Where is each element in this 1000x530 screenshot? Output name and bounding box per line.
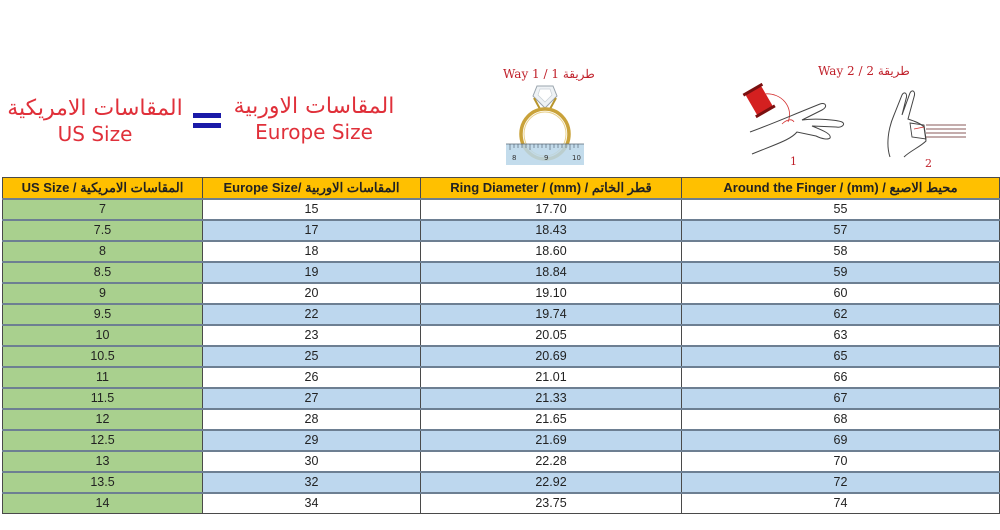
us-size-cell: 8.5 xyxy=(3,262,203,283)
ring-diameter-cell: 18.84 xyxy=(421,262,682,283)
around-finger-cell: 66 xyxy=(682,367,1000,388)
us-size-cell: 9 xyxy=(3,283,203,304)
us-size-cell: 8 xyxy=(3,241,203,262)
around-finger-cell: 60 xyxy=(682,283,1000,304)
ruler-tick-label: 9 xyxy=(544,154,549,162)
column-header-us-size: US Size / المقاسات الامريكية xyxy=(3,178,203,200)
us-size-cell: 11 xyxy=(3,367,203,388)
ring-diameter-cell: 23.75 xyxy=(421,493,682,514)
table-row xyxy=(3,346,1000,367)
ring-size-table xyxy=(2,177,1000,514)
hand-with-thread-illustration xyxy=(742,80,852,170)
around-finger-cell: 55 xyxy=(682,199,1000,220)
ring-diameter-cell: 21.01 xyxy=(421,367,682,388)
europe-size-cell: 30 xyxy=(203,451,421,472)
europe-size-cell: 22 xyxy=(203,304,421,325)
around-finger-cell: 68 xyxy=(682,409,1000,430)
ruler-tick-label: 8 xyxy=(512,154,517,162)
around-finger-cell: 65 xyxy=(682,346,1000,367)
us-size-cell: 14 xyxy=(3,493,203,514)
europe-size-title xyxy=(228,94,400,144)
europe-size-cell: 29 xyxy=(203,430,421,451)
table-row xyxy=(3,388,1000,409)
ring-diameter-cell: 19.74 xyxy=(421,304,682,325)
thread-spool-icon xyxy=(743,83,776,118)
around-finger-cell: 57 xyxy=(682,220,1000,241)
table-row xyxy=(3,451,1000,472)
way-2-label: طريقة 2 / Way 2 xyxy=(818,64,910,78)
table-row xyxy=(3,220,1000,241)
europe-size-cell: 18 xyxy=(203,241,421,262)
ring-diameter-cell: 20.69 xyxy=(421,346,682,367)
ring-diameter-cell: 21.33 xyxy=(421,388,682,409)
around-finger-cell: 72 xyxy=(682,472,1000,493)
ring-diameter-cell: 21.65 xyxy=(421,409,682,430)
ring-diameter-cell: 22.28 xyxy=(421,451,682,472)
us-size-title-english: US Size xyxy=(57,122,133,146)
us-size-cell: 9.5 xyxy=(3,304,203,325)
table-row xyxy=(3,283,1000,304)
ruler-icon xyxy=(506,144,584,165)
column-header-ring-diameter: Ring Diameter / (mm) / قطر الخاتم xyxy=(421,178,682,200)
ring-diameter-cell: 18.43 xyxy=(421,220,682,241)
around-finger-cell: 63 xyxy=(682,325,1000,346)
table-row xyxy=(3,493,1000,514)
ring-diameter-cell: 18.60 xyxy=(421,241,682,262)
europe-size-cell: 23 xyxy=(203,325,421,346)
table-body xyxy=(3,199,1000,514)
us-size-title-arabic: المقاسات الامريكية xyxy=(7,96,183,121)
europe-size-cell: 17 xyxy=(203,220,421,241)
table-row xyxy=(3,304,1000,325)
column-header-around-finger: Around the Finger / (mm) / محيط الاصبع xyxy=(682,178,1000,200)
europe-size-cell: 32 xyxy=(203,472,421,493)
column-header-europe-size: Europe Size/ المقاسات الاوربية xyxy=(203,178,421,200)
europe-size-title-arabic: المقاسات الاوربية xyxy=(233,94,395,119)
us-size-cell: 7.5 xyxy=(3,220,203,241)
around-finger-cell: 74 xyxy=(682,493,1000,514)
ruler-tick-label: 10 xyxy=(572,154,581,162)
around-finger-cell: 59 xyxy=(682,262,1000,283)
table-row xyxy=(3,472,1000,493)
step-1-number: 1 xyxy=(790,155,797,168)
europe-size-cell: 26 xyxy=(203,367,421,388)
around-finger-cell: 62 xyxy=(682,304,1000,325)
us-size-title xyxy=(0,96,190,146)
table-row xyxy=(3,430,1000,451)
table-row xyxy=(3,241,1000,262)
europe-size-cell: 28 xyxy=(203,409,421,430)
europe-size-cell: 15 xyxy=(203,199,421,220)
ring-diameter-cell: 22.92 xyxy=(421,472,682,493)
europe-size-cell: 20 xyxy=(203,283,421,304)
us-size-cell: 11.5 xyxy=(3,388,203,409)
around-finger-cell: 70 xyxy=(682,451,1000,472)
ring-diameter-cell: 21.69 xyxy=(421,430,682,451)
ring-diameter-cell: 20.05 xyxy=(421,325,682,346)
ring-diameter-cell: 17.70 xyxy=(421,199,682,220)
around-finger-cell: 58 xyxy=(682,241,1000,262)
us-size-cell: 12 xyxy=(3,409,203,430)
europe-size-cell: 34 xyxy=(203,493,421,514)
us-size-cell: 7 xyxy=(3,199,203,220)
table-row xyxy=(3,325,1000,346)
table-row xyxy=(3,367,1000,388)
table-header-row xyxy=(3,178,1000,200)
way-1-label: طريقة 1 / Way 1 xyxy=(503,67,595,81)
us-size-cell: 12.5 xyxy=(3,430,203,451)
step-2-number: 2 xyxy=(925,157,932,170)
table-row xyxy=(3,199,1000,220)
europe-size-cell: 19 xyxy=(203,262,421,283)
us-size-cell: 10 xyxy=(3,325,203,346)
table-row xyxy=(3,409,1000,430)
europe-size-cell: 27 xyxy=(203,388,421,409)
table-row xyxy=(3,262,1000,283)
around-finger-cell: 67 xyxy=(682,388,1000,409)
equals-sign-icon xyxy=(193,111,223,129)
europe-size-title-english: Europe Size xyxy=(255,120,373,144)
us-size-cell: 13 xyxy=(3,451,203,472)
ring-on-ruler-illustration xyxy=(500,82,590,167)
europe-size-cell: 25 xyxy=(203,346,421,367)
ring-diameter-cell: 19.10 xyxy=(421,283,682,304)
us-size-cell: 10.5 xyxy=(3,346,203,367)
around-finger-cell: 69 xyxy=(682,430,1000,451)
us-size-cell: 13.5 xyxy=(3,472,203,493)
